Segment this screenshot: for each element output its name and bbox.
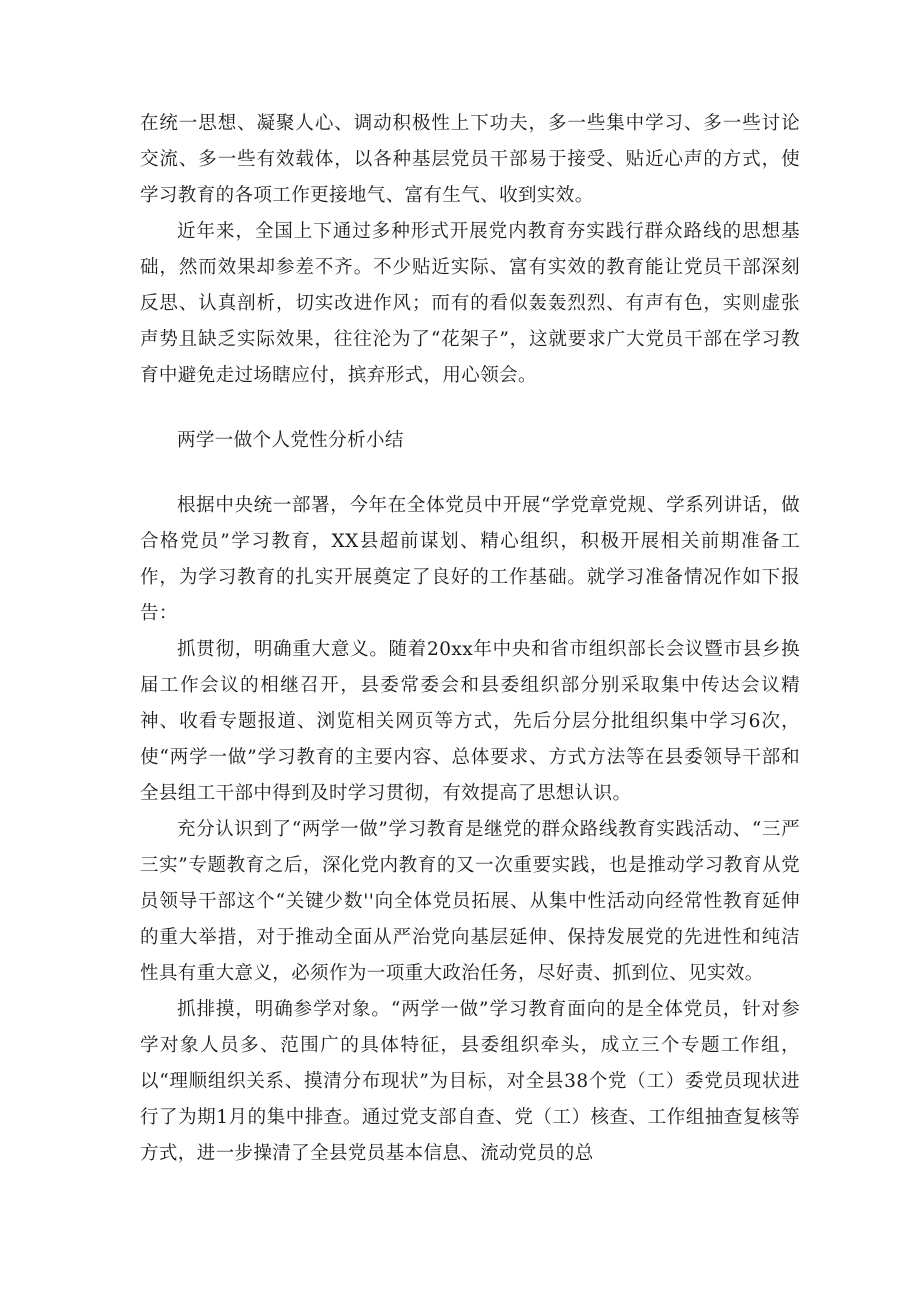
- document-page: [140, 106, 800, 1172]
- paragraph-2: 近年来，全国上下通过多种形式开展党内教育夯实践行群众路线的思想基础，然而效果却参差不齐。不少贴近实际、富有实效的教育能让党员干部深刻反思、认真剖析，切实改进作风；而有的看似轰轰烈烈、有声有色，实则虚张声势且缺乏实际效果，往往沦为了“花架子”，这就要求广大党员干部在学习教育中避免走过场瞎应付，摈弃形式，用心领会。: [140, 221, 800, 386]
- paragraph-5: 充分认识到了“两学一做”学习教育是继党的群众路线教育实践活动、“三严三实”专题教育之后，深化党内教育的又一次重要实践，也是推动学习教育从党员领导干部这个“关键少数''向全体党员拓展、从集中性活动向经常性教育延伸的重大举措，对于推动全面从严治党向基层延伸、保持发展党的先进性和纯洁性具有重大意义，必须作为一项重大政治任务，尽好责、抓到位、见实效。: [140, 819, 800, 984]
- paragraph-6: 抓排摸，明确参学对象。“两学一做”学习教育面向的是全体党员，针对参学对象人员多、范围广的具体特征，县委组织牵头，成立三个专题工作组，以“理顺组织关系、摸清分布现状”为目标，对全县38个党（工）委党员现状进行了为期1月的集中排查。通过党支部自查、党（工）核查、工作组抽查复核等方式，进一步操清了全县党员基本信息、流动党员的总: [140, 999, 800, 1164]
- section-title: 两学一做个人党性分析小结: [177, 430, 404, 451]
- paragraph-3: 根据中央统一部署，今年在全体党员中开展“学党章党规、学系列讲话，做合格党员”学习教育，XX县超前谋划、精心组织，积极开展相关前期准备工作，为学习教育的扎实开展奠定了良好的工作基础。就学习准备情况作如下报告：: [140, 495, 800, 624]
- paragraph-1: 在统一思想、凝聚人心、调动积极性上下功夫，多一些集中学习、多一些讨论交流、多一些有效载体，以各种基层党员干部易于接受、贴近心声的方式，使学习教育的各项工作更接地气、富有生气、收到实效。: [140, 113, 800, 206]
- paragraph-4: 抓贯彻，明确重大意义。随着20xx年中央和省市组织部长会议暨市县乡换届工作会议的相继召开，县委常委会和县委组织部分别采取集中传达会议精神、收看专题报道、浏览相关网页等方式，先后分层分批组织集中学习6次，使“两学一做”学习教育的主要内容、总体要求、方式方法等在县委领导干部和全县组工干部中得到及时学习贯彻，有效提高了思想认识。: [140, 639, 800, 804]
